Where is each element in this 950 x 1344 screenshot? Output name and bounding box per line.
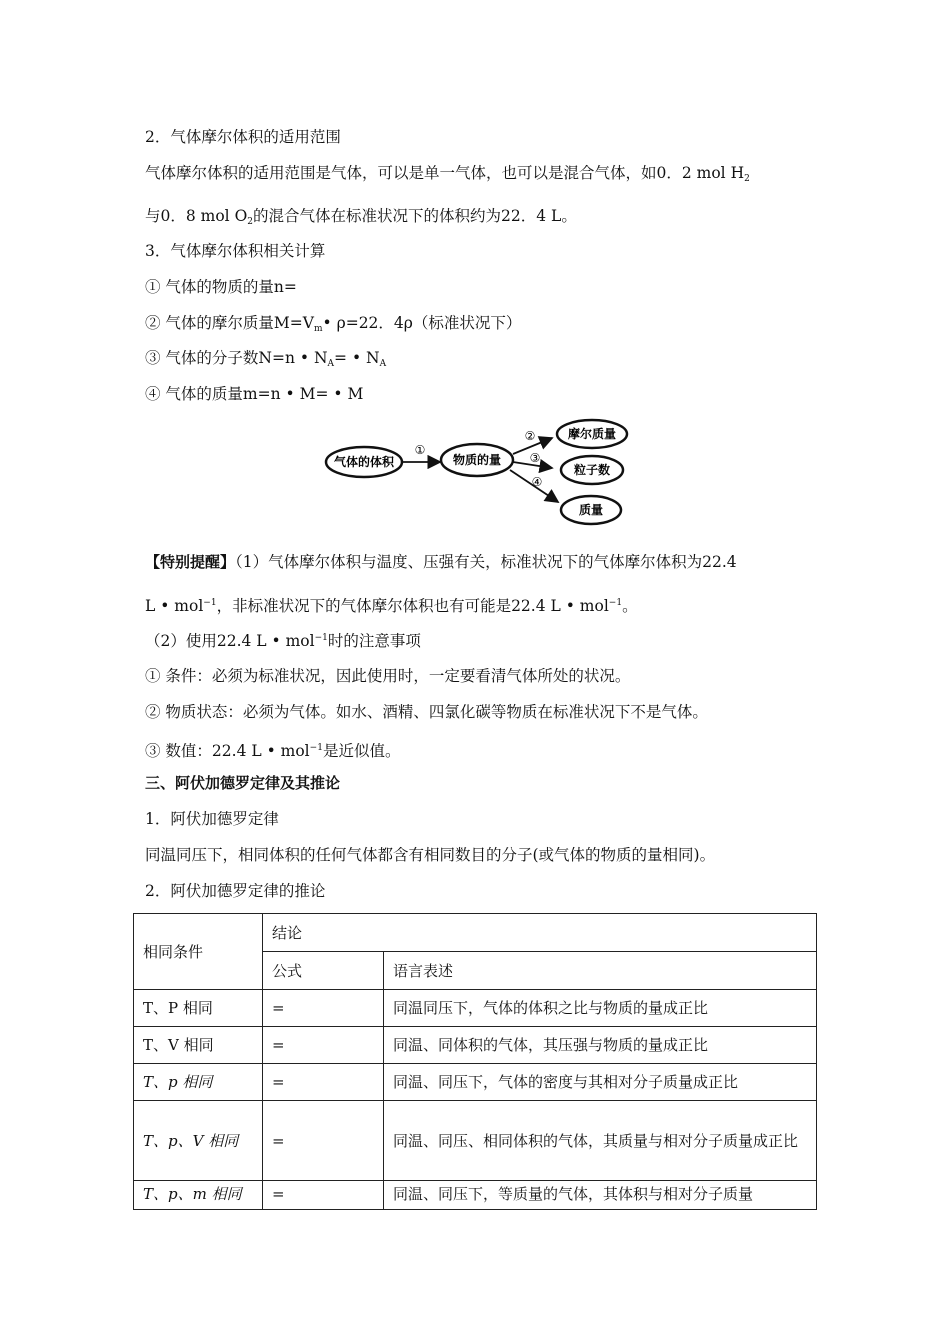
table-row (134, 1027, 817, 1064)
molar-mass-label: 摩尔质量 (567, 427, 617, 441)
row-statement: 同温、同体积的气体，其压强与物质的量成正比 (384, 1027, 817, 1064)
row-statement: 同温、同压、相同体积的气体，其质量与相对分子质量成正比 (384, 1101, 817, 1181)
row-condition: T、p 相同 (134, 1064, 263, 1101)
particle-count-label: 粒子数 (573, 463, 611, 477)
reminder-line-2 (145, 592, 638, 617)
reminder-text-2a: L • mol (145, 597, 204, 615)
reminder-line-3 (145, 627, 421, 652)
avogadro-sub-1: 1．阿伏加德罗定律 (145, 810, 279, 828)
row-statement: 同温同压下，气体的体积之比与物质的量成正比 (384, 990, 817, 1027)
row-formula: = (263, 1181, 384, 1210)
section-3-heading: 3．气体摩尔体积相关计算 (145, 242, 326, 260)
mass-label: 质量 (578, 503, 604, 517)
para-b-text-2: 的混合气体在标准状况下的体积约为22．4 L。 (253, 207, 577, 225)
formula-1: ① 气体的物质的量n= (145, 278, 297, 296)
conversion-diagram (320, 414, 630, 530)
step-1-mark: ① (414, 443, 426, 457)
para-a-text: 气体摩尔体积的适用范围是气体，可以是单一气体，也可以是混合气体，如0．2 mol H (145, 164, 745, 182)
reminder-text-2c: 。 (622, 597, 638, 615)
para-b-text-1: 与0．8 mol O (145, 207, 248, 225)
row-condition: T、p、m 相同 (134, 1181, 263, 1210)
formula-2 (145, 312, 521, 340)
table-row (134, 990, 817, 1027)
table-row (134, 1181, 817, 1210)
row-condition: T、V 相同 (134, 1027, 263, 1064)
na-subscript-1: A (327, 359, 335, 369)
step-3-mark: ③ (529, 451, 541, 465)
header-formula: 公式 (263, 952, 384, 990)
table-row (134, 1101, 817, 1181)
formula-3-text-a: ③ 气体的分子数N=n • N (145, 349, 328, 367)
formula-4: ④ 气体的质量m=n • M= • M (145, 385, 364, 403)
reminder-line-1 (145, 551, 737, 573)
reminder-line-5: ② 物质状态：必须为气体。如水、酒精、四氯化碳等物质在标准状况下不是气体。 (145, 703, 708, 721)
row-condition: T、P 相同 (134, 990, 263, 1027)
reminder-text-6b: 是近似值。 (322, 742, 401, 760)
row-formula: = (263, 1064, 384, 1101)
na-subscript-2: A (379, 359, 387, 369)
reminder-line-6 (145, 737, 400, 762)
reminder-text-2b: ，非标准状况下的气体摩尔体积也有可能是22.4 L • mol (216, 597, 609, 615)
o2-subscript: 2 (247, 217, 254, 227)
formula-3-text-b: = • N (334, 349, 380, 367)
step-2-mark: ② (524, 429, 536, 443)
step-4-mark: ④ (531, 475, 543, 489)
formula-3 (145, 347, 386, 375)
gas-volume-label: 气体的体积 (333, 455, 395, 469)
h2-subscript: 2 (744, 174, 750, 184)
section-2-paragraph-line-2 (145, 205, 577, 233)
row-statement: 同温、同压下，等质量的气体，其体积与相对分子质量 (384, 1181, 817, 1210)
formula-2-text-b: • ρ=22．4ρ（标准状况下） (322, 314, 522, 332)
row-condition: T、p、V 相同 (134, 1101, 263, 1181)
row-formula: = (263, 990, 384, 1027)
reminder-sup-3: −1 (314, 633, 328, 643)
row-statement: 同温、同压下，气体的密度与其相对分子质量成正比 (384, 1064, 817, 1101)
table-header-row-1 (134, 914, 817, 952)
header-conclusion: 结论 (263, 914, 817, 952)
amount-of-substance-label: 物质的量 (452, 453, 502, 467)
reminder-label: 【特别提醒】 (145, 553, 236, 571)
reminder-sup-1: −1 (203, 598, 217, 608)
table-row (134, 1064, 817, 1101)
formula-2-text-a: ② 气体的摩尔质量M=V (145, 314, 314, 332)
section-2-heading: 2．气体摩尔体积的适用范围 (145, 128, 341, 146)
reminder-text-3b: 时的注意事项 (327, 632, 421, 650)
header-statement: 语言表述 (384, 952, 817, 990)
reminder-sup-2: −1 (608, 598, 623, 608)
avogadro-heading: 三、阿伏加德罗定律及其推论 (145, 774, 341, 792)
reminder-sup-6: −1 (309, 743, 323, 753)
section-2-paragraph-line-1 (145, 162, 750, 190)
avogadro-inference-table (133, 913, 817, 1210)
avogadro-law-text: 同温同压下，相同体积的任何气体都含有相同数目的分子(或气体的物质的量相同)。 (145, 846, 716, 864)
reminder-text-3a: （2）使用22.4 L • mol (145, 632, 315, 650)
avogadro-sub-2: 2．阿伏加德罗定律的推论 (145, 882, 326, 900)
row-formula: = (263, 1101, 384, 1181)
reminder-text-1: （1）气体摩尔体积与温度、压强有关，标准状况下的气体摩尔体积为22.4 (235, 553, 737, 571)
vm-subscript: m (313, 324, 323, 334)
reminder-line-4: ① 条件：必须为标准状况，因此使用时，一定要看清气体所处的状况。 (145, 667, 631, 685)
row-formula: = (263, 1027, 384, 1064)
header-condition: 相同条件 (134, 914, 263, 990)
reminder-text-6a: ③ 数值：22.4 L • mol (145, 742, 310, 760)
